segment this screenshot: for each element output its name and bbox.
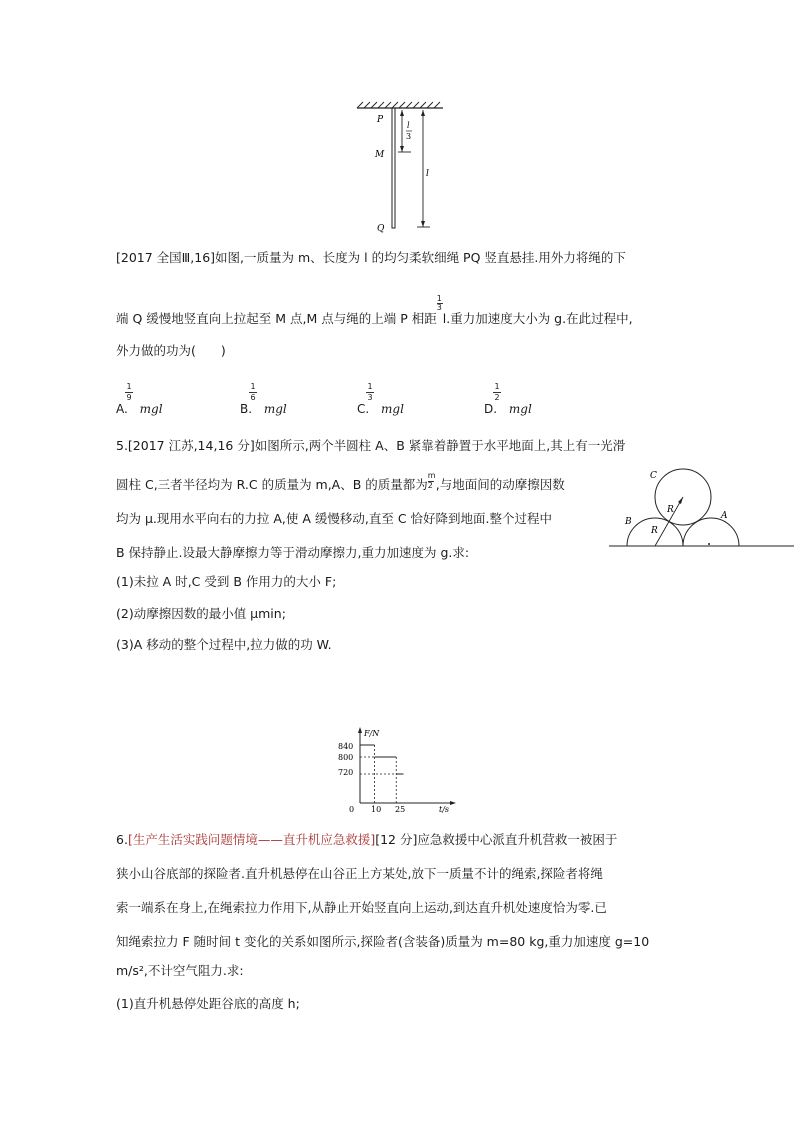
p4-line2-a: 端 Q 缓慢地竖直向上拉起至 M 点,M 点与绳的上端 P 相距	[116, 311, 437, 326]
option-d	[484, 382, 532, 416]
option-a-den: 9	[126, 393, 132, 402]
p5-line4: B 保持静止.设最大静摩擦力等于滑动摩擦力,重力加速度为 g.求:	[116, 545, 470, 560]
label-l: l	[426, 169, 429, 179]
option-c-prefix: C.	[357, 402, 370, 416]
p6-line5: m/s²,不计空气阻力.求:	[116, 963, 244, 978]
option-d-fraction	[493, 383, 501, 402]
frac-num: 1	[436, 294, 442, 303]
p5-frac-den: 2	[427, 481, 433, 490]
label-M: M	[375, 150, 385, 160]
y-tick-840: 840	[338, 742, 354, 751]
p6-line3: 索一端系在身上,在绳索拉力作用下,从静止开始竖直向上运动,到达直升机处速度恰为零.已	[116, 900, 607, 915]
y-axis-label: F/N	[364, 729, 380, 738]
option-b-expr: mgl	[263, 402, 287, 416]
option-d-expr: mgl	[508, 402, 532, 416]
label-C: C	[650, 471, 657, 481]
option-c	[357, 382, 404, 416]
force-time-chart	[335, 725, 460, 813]
label-P: P	[377, 115, 384, 125]
p6-number: 6.	[116, 832, 128, 847]
rope	[392, 108, 395, 228]
option-b-num: 1	[250, 382, 256, 391]
label-l-third-num: l	[407, 121, 410, 130]
p6-line1-rest: [12 分]应急救援中心派直升机营救一被困于	[375, 832, 618, 847]
p6-q1: (1)直升机悬停处距谷底的高度 h;	[116, 996, 300, 1011]
option-d-prefix: D.	[484, 402, 498, 416]
option-c-den: 3	[367, 393, 373, 402]
p5-q1: (1)未拉 A 时,C 受到 B 作用力的大小 F;	[116, 574, 337, 589]
p6-line2: 狭小山谷底部的探险者.直升机悬停在山谷正上方某处,放下一质量不计的绳索,探险者将绳	[116, 866, 603, 881]
option-a-prefix: A.	[116, 402, 128, 416]
label-R-lower: R	[651, 526, 658, 536]
option-b-prefix: B.	[240, 402, 253, 416]
option-d-num: 1	[494, 382, 500, 391]
p4-line1: [2017 全国Ⅲ,16]如图,一质量为 m、长度为 l 的均匀柔软细绳 PQ 竖直悬挂.用外力将绳的下	[116, 250, 626, 265]
rope-diagram	[355, 100, 450, 235]
label-l-third-den: 3	[406, 132, 412, 141]
frac-den: 3	[436, 303, 442, 312]
p6-context-tag: [生产生活实践问题情境——直升机应急救援]	[127, 832, 376, 847]
force-series	[360, 745, 404, 803]
y-tick-720: 720	[338, 768, 354, 777]
x-tick-10: 10	[371, 805, 382, 813]
option-a	[116, 382, 163, 416]
label-A: A	[721, 511, 728, 521]
origin-label: 0	[349, 805, 355, 813]
option-c-fraction	[366, 383, 374, 402]
p4-line2	[116, 294, 633, 327]
p5-line1: 5.[2017 江苏,14,16 分]如图所示,两个半圆柱 A、B 紧靠着静置于水平地面上,其上有一光滑	[116, 438, 626, 453]
option-b-den: 6	[250, 393, 256, 402]
half-cylinder-A	[683, 518, 739, 546]
label-R-upper: R	[667, 505, 674, 515]
option-b-fraction	[249, 383, 257, 402]
option-a-expr: mgl	[139, 402, 163, 416]
p5-line2-b: ,与地面间的动摩擦因数	[435, 477, 565, 492]
option-c-expr: mgl	[381, 402, 404, 416]
x-axis-label: t/s	[439, 805, 450, 813]
p4-line2-b: l.重力加速度大小为 g.在此过程中,	[442, 311, 633, 326]
p5-line2-a: 圆柱 C,三者半径均为 R.C 的质量为 m,A、B 的质量都为	[116, 477, 428, 492]
label-B: B	[625, 517, 632, 527]
option-d-den: 2	[494, 393, 500, 402]
p6-line4: 知绳索拉力 F 随时间 t 变化的关系如图所示,探险者(含装备)质量为 m=80 kg,重力加速度 g=10	[116, 934, 650, 949]
p5-line2	[116, 471, 565, 493]
p5-q3: (3)A 移动的整个过程中,拉力做的功 W.	[116, 637, 332, 652]
p5-q2: (2)动摩擦因数的最小值 μmin;	[116, 606, 286, 621]
option-a-num: 1	[126, 382, 132, 391]
option-c-num: 1	[367, 382, 373, 391]
p5-line3: 均为 μ.现用水平向右的力拉 A,使 A 缓慢移动,直至 C 恰好降到地面.整个过程中	[116, 511, 553, 526]
p5-frac-num: m	[427, 471, 436, 480]
label-Q: Q	[377, 224, 385, 234]
option-a-fraction	[125, 383, 133, 402]
cylinders-diagram	[605, 462, 794, 552]
y-tick-800: 800	[338, 753, 354, 762]
option-b	[240, 382, 287, 416]
x-tick-25: 25	[395, 805, 406, 813]
p6-line1	[116, 832, 617, 848]
p4-line3: 外力做的功为( )	[116, 343, 226, 358]
